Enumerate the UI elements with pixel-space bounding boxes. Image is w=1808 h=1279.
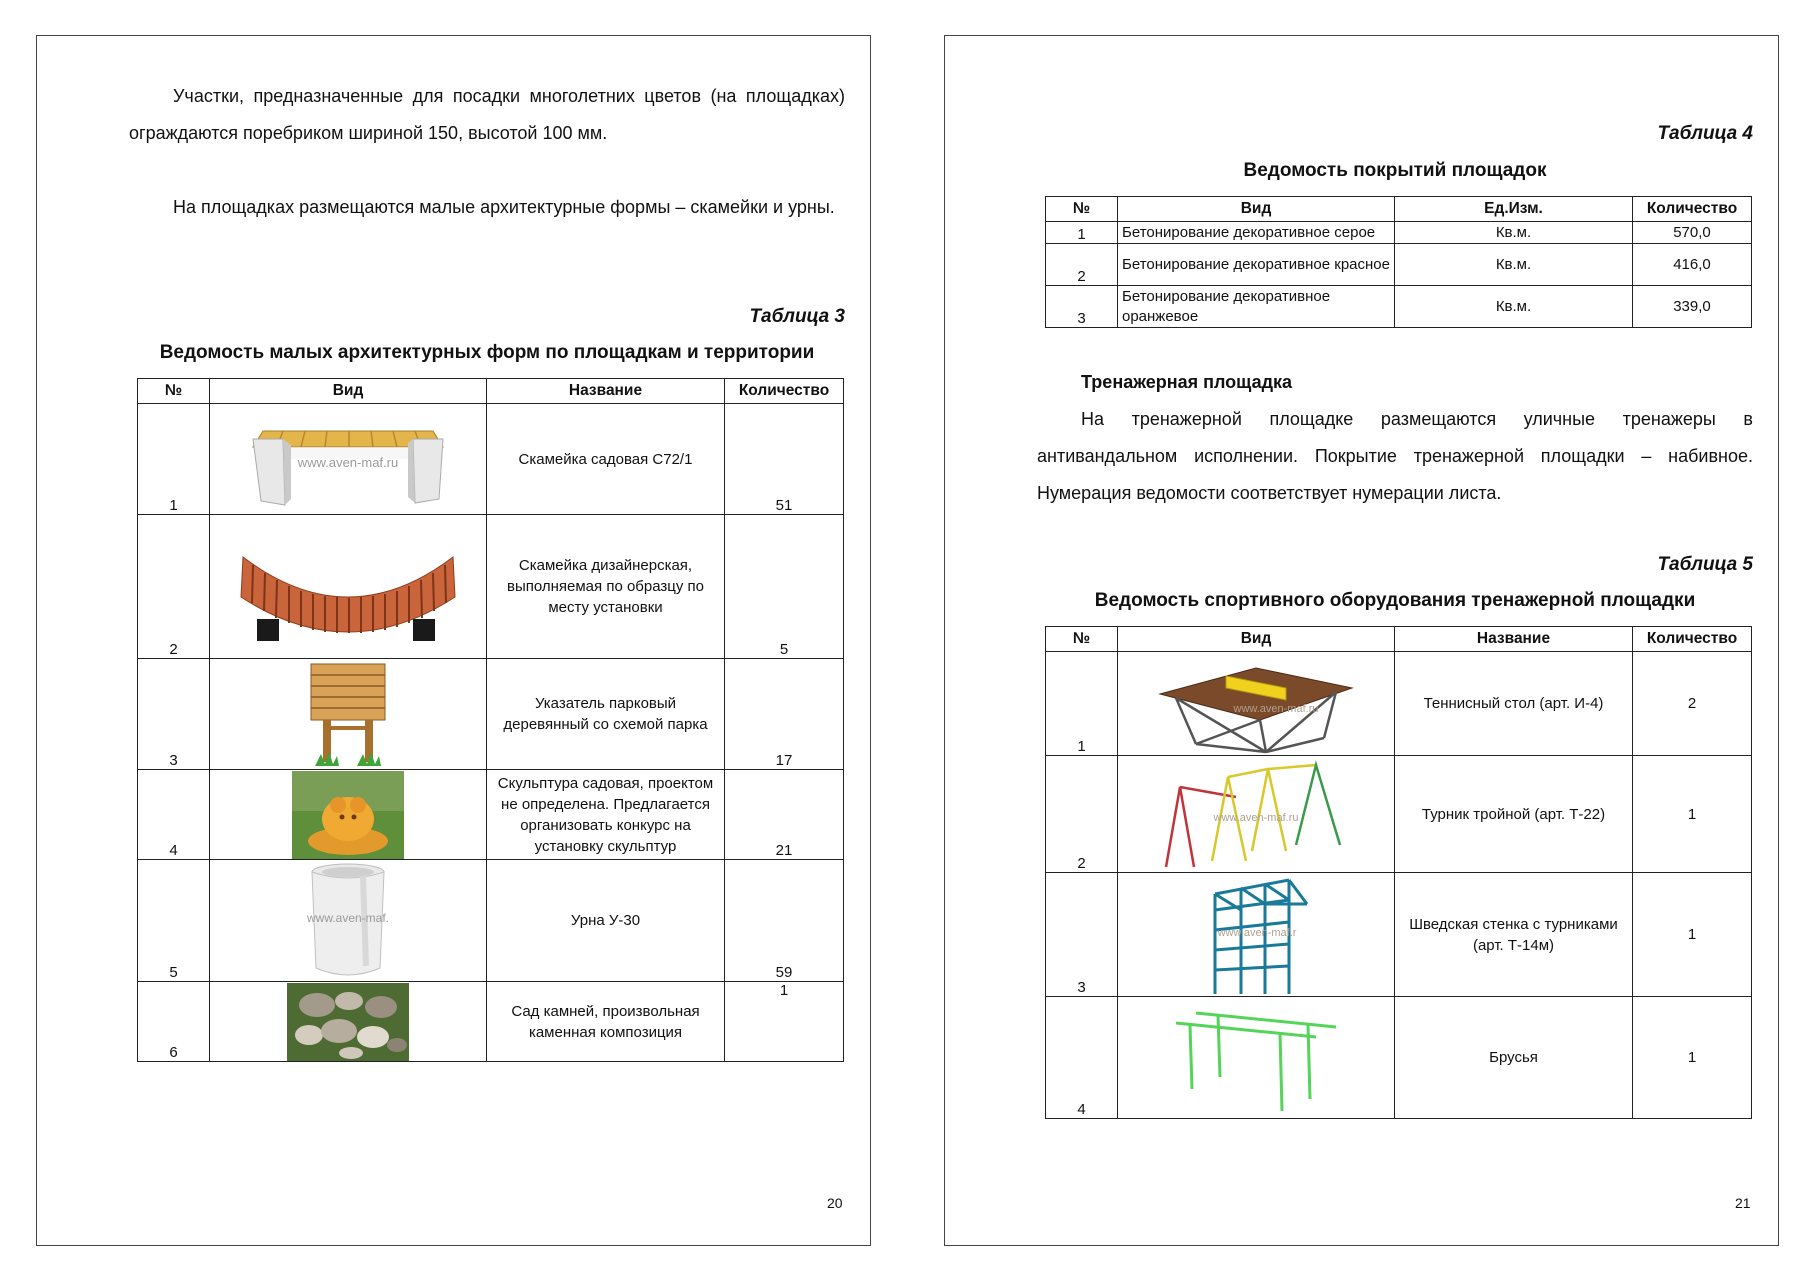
row-number: 5 (138, 860, 210, 982)
row-quantity: 2 (1633, 652, 1752, 756)
bench-icon (243, 409, 453, 509)
row-number: 4 (1046, 997, 1118, 1119)
row-image (1118, 997, 1395, 1119)
table-row (138, 515, 844, 659)
tennis-table-icon (1156, 654, 1356, 754)
row-name: Скульптура садовая, проектом не определена. Предлагается организовать конкурс на установку скульптур (487, 770, 725, 860)
row-unit: Кв.м. (1395, 222, 1633, 244)
row-image (210, 860, 487, 982)
table-row (138, 404, 844, 515)
row-number: 1 (1046, 652, 1118, 756)
table-row (1046, 997, 1752, 1119)
table3-header-name: Название (487, 379, 725, 404)
row-coating: Бетонирование декоративное серое (1118, 222, 1395, 244)
table4 (1045, 196, 1752, 328)
row-name: Урна У-30 (487, 860, 725, 982)
page-21 (944, 35, 1779, 1246)
watermark-text: www.aven-maf.ru (297, 455, 399, 470)
row-number: 1 (138, 404, 210, 515)
table-row (1046, 222, 1752, 244)
table3-header-vid: Вид (210, 379, 487, 404)
section-heading: Тренажерная площадка (1081, 372, 1293, 392)
row-image (210, 659, 487, 770)
row-quantity: 339,0 (1633, 286, 1752, 328)
triple-bar-icon (1156, 757, 1356, 871)
row-unit: Кв.м. (1395, 286, 1633, 328)
row-quantity: 1 (1633, 997, 1752, 1119)
paragraph-fitness-area: На тренажерной площадке размещаются уличные тренажеры в антивандальном исполнении. Покрытие тренажерной площадки – набивное. Нумерация ведомости соответствует нумерации листа. (1037, 409, 1753, 503)
row-number: 6 (138, 982, 210, 1062)
table-row (1046, 286, 1752, 328)
watermark-text: www.aven-maf.r (1217, 926, 1297, 939)
row-number: 2 (1046, 756, 1118, 873)
table-row (1046, 756, 1752, 873)
row-quantity: 416,0 (1633, 244, 1752, 286)
table-row (138, 659, 844, 770)
row-name: Турник тройной (арт. Т-22) (1395, 756, 1633, 873)
sculpture-icon (292, 771, 404, 859)
table3-title: Ведомость малых архитектурных форм по площадкам и территории (159, 342, 815, 363)
wall-bars-icon (1201, 874, 1311, 996)
table-row (138, 770, 844, 860)
table4-header-num: № (1046, 197, 1118, 222)
row-image (1118, 756, 1395, 873)
row-image (210, 982, 487, 1062)
table4-header-vid: Вид (1118, 197, 1395, 222)
urn-icon (303, 862, 393, 980)
row-quantity: 570,0 (1633, 222, 1752, 244)
table-row (138, 982, 844, 1062)
row-number: 2 (138, 515, 210, 659)
row-number: 1 (1046, 222, 1118, 244)
row-quantity: 1 (725, 982, 844, 1062)
row-number: 2 (1046, 244, 1118, 286)
table5-header-name: Название (1395, 627, 1633, 652)
row-name: Брусья (1395, 997, 1633, 1119)
row-name: Теннисный стол (арт. И-4) (1395, 652, 1633, 756)
row-quantity: 1 (1633, 873, 1752, 997)
row-name: Сад камней, произвольная каменная композиция (487, 982, 725, 1062)
table3 (137, 378, 844, 1062)
table4-title: Ведомость покрытий площадок (1243, 160, 1547, 181)
table5-header-qty: Количество (1633, 627, 1752, 652)
table-row (1046, 244, 1752, 286)
row-number: 3 (138, 659, 210, 770)
row-image (210, 404, 487, 515)
parallel-bars-icon (1166, 999, 1346, 1117)
row-coating: Бетонирование декоративное оранжевое (1118, 286, 1395, 328)
table3-header-num: № (138, 379, 210, 404)
page-number: 21 (1735, 1195, 1751, 1211)
row-quantity: 51 (725, 404, 844, 515)
table3-header-qty: Количество (725, 379, 844, 404)
watermark-text: www.aven-maf.ru (1233, 702, 1319, 715)
row-image (1118, 652, 1395, 756)
table5-caption: Таблица 5 (1657, 554, 1753, 575)
row-name: Скамейка дизайнерская, выполняемая по образцу по месту установки (487, 515, 725, 659)
page-number: 20 (827, 1195, 843, 1211)
row-coating: Бетонирование декоративное красное (1118, 244, 1395, 286)
row-quantity: 21 (725, 770, 844, 860)
table5-header-vid: Вид (1118, 627, 1395, 652)
row-image (210, 515, 487, 659)
watermark-text: www.aven-maf.ru (1213, 812, 1299, 824)
table-row (1046, 652, 1752, 756)
row-number: 4 (138, 770, 210, 860)
row-name: Скамейка садовая С72/1 (487, 404, 725, 515)
table5-header-num: № (1046, 627, 1118, 652)
paragraph-small-forms: На площадках размещаются малые архитектурные формы – скамейки и урны. (173, 197, 835, 217)
row-unit: Кв.м. (1395, 244, 1633, 286)
row-quantity: 59 (725, 860, 844, 982)
rock-garden-icon (287, 983, 409, 1061)
row-quantity: 5 (725, 515, 844, 659)
paragraph-flower-beds: Участки, предназначенные для посадки многолетних цветов (на площадках) ограждаются поребриком шириной 150, высотой 100 мм. (129, 86, 845, 143)
table5 (1045, 626, 1752, 1119)
row-quantity: 1 (1633, 756, 1752, 873)
table5-title: Ведомость спортивного оборудования тренажерной площадки (1094, 590, 1696, 611)
table-row (138, 860, 844, 982)
table3-caption: Таблица 3 (749, 306, 845, 327)
row-number: 3 (1046, 873, 1118, 997)
table-row (1046, 873, 1752, 997)
table4-header-unit: Ед.Изм. (1395, 197, 1633, 222)
row-number: 3 (1046, 286, 1118, 328)
row-name: Указатель парковый деревянный со схемой парка (487, 659, 725, 770)
row-quantity: 17 (725, 659, 844, 770)
row-image (210, 770, 487, 860)
curved-bench-icon (233, 527, 463, 647)
table4-caption: Таблица 4 (1657, 123, 1753, 144)
table4-header-qty: Количество (1633, 197, 1752, 222)
row-name: Шведская стенка с турниками (арт. Т-14м) (1395, 873, 1633, 997)
row-image (1118, 873, 1395, 997)
watermark-text: www.aven-maf. (306, 910, 390, 925)
park-sign-icon (303, 660, 393, 768)
page-20 (36, 35, 871, 1246)
